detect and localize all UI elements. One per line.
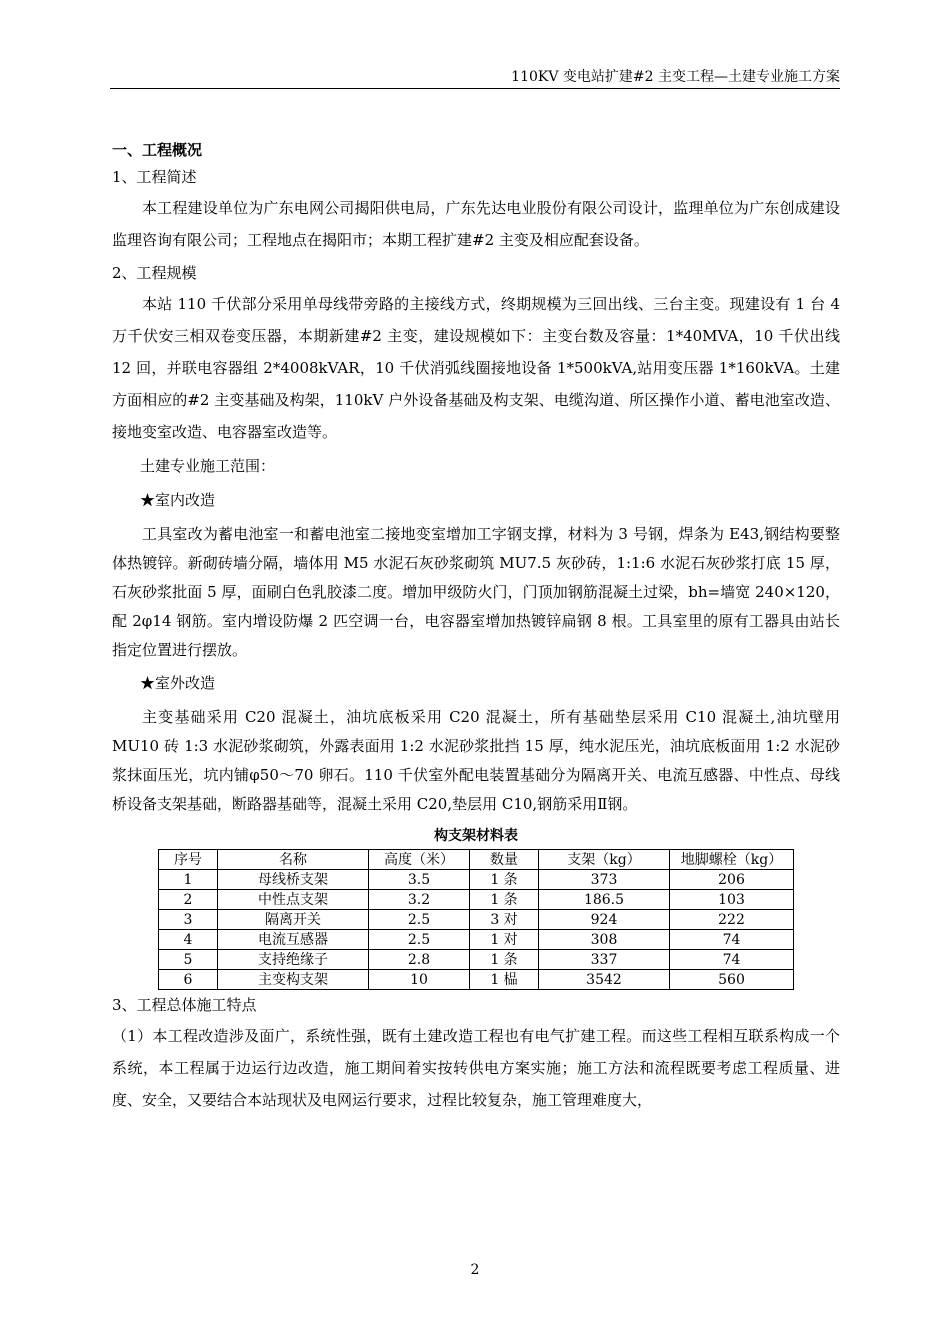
scale-paragraph: 本站 110 千伏部分采用单母线带旁路的主接线方式，终期规模为三回出线、三台主变。现建设有 1 台 4 万千伏安三相双卷变压器，本期新建#2 主变，建设规模如下：主变台数及容量：1*40MVA，10 千伏出线 12 回，并联电容器组 2*4008kVAR，10 千伏消弧线圈接地设备 1*500kVA,站用变压器 1*160kVA。土建方面相应的#2 主变基础及构架，110kV 户外设备基础及构支架、电缆沟道、所区操作小道、蓄电池室改造、接地变室改造、电容器室改造等。 [112, 295, 840, 441]
subsection-heading-overview: 1、工程简述 [112, 168, 197, 186]
table-cell: 4 [159, 930, 218, 950]
table-cell: 74 [670, 950, 794, 970]
page-number: 2 [470, 1262, 480, 1278]
subsection-heading-features: 3、工程总体施工特点 [112, 996, 257, 1014]
table-cell: 2.5 [369, 930, 470, 950]
table-cell: 10 [369, 970, 470, 990]
indoor-paragraph: 工具室改为蓄电池室一和蓄电池室二接地变室增加工字钢支撑，材料为 3 号钢，焊条为 E43,钢结构要整体热镀锌。新砌砖墙分隔，墙体用 M5 水泥石灰砂浆砌筑 MU7.5 灰砂砖，1:1:6 水泥石灰砂浆打底 15 厚，石灰砂浆批面 5 厚，面刷白色乳胶漆二度。增加甲级防火门，门顶加钢筋混凝土过梁，bh=墙宽 240×120，配 2φ14 钢筋。室内增设防爆 2 匹空调一台，电容器室增加热镀锌扁钢 8 根。工具室里的原有工器具由站长指定位置进行摆放。 [112, 525, 840, 659]
outdoor-label: ★室外改造 [140, 674, 216, 692]
table-cell: 560 [670, 970, 794, 990]
table-cell: 2 [159, 890, 218, 910]
section-heading: 一、工程概况 [112, 141, 203, 159]
outdoor-paragraph: 主变基础采用 C20 混凝土，油坑底板采用 C20 混凝土，所有基础垫层采用 C10 混凝土,油坑壁用 MU10 砖 1:3 水泥砂浆砌筑，外露表面用 1:2 水泥砂浆批挡 15 厚，纯水泥压光，油坑底板面用 1:2 水泥砂浆抹面压光，坑内铺φ50～70 卵石。110 千伏室外配电装置基础分为隔离开关、电流互感器、中性点、母线桥设备支架基础，断路器基础等，混凝土采用 C20,垫层用 C10,钢筋采用Ⅱ钢。 [112, 708, 840, 813]
scope-label: 土建专业施工范围： [140, 457, 276, 475]
table-cell: 2.5 [369, 910, 470, 930]
table-row [159, 950, 794, 970]
header-cell: 高度（米） [369, 850, 470, 870]
table-header-row [159, 850, 794, 870]
document-body [112, 138, 840, 1120]
table-cell: 1 [159, 870, 218, 890]
overview-paragraph: 本工程建设单位为广东电网公司揭阳供电局，广东先达电业股份有限公司设计，监理单位为广东创成建设监理咨询有限公司；工程地点在揭阳市；本期工程扩建#2 主变及相应配套设备。 [112, 199, 840, 249]
table-row [159, 930, 794, 950]
table-cell: 电流互感器 [218, 930, 369, 950]
table-cell: 3.2 [369, 890, 470, 910]
table-cell: 308 [539, 930, 670, 950]
header-cell: 支架（kg） [539, 850, 670, 870]
table-cell: 3 对 [470, 910, 539, 930]
table-row [159, 890, 794, 910]
table-title: 构支架材料表 [434, 828, 518, 844]
header-cell: 数量 [470, 850, 539, 870]
table-cell: 206 [670, 870, 794, 890]
header-cell: 地脚螺栓（kg） [670, 850, 794, 870]
table-cell: 3542 [539, 970, 670, 990]
table-cell: 337 [539, 950, 670, 970]
table-cell: 74 [670, 930, 794, 950]
table-cell: 186.5 [539, 890, 670, 910]
table-cell: 5 [159, 950, 218, 970]
table-row [159, 970, 794, 990]
features-paragraph: （1）本工程改造涉及面广，系统性强，既有土建改造工程也有电气扩建工程。而这些工程相互联系构成一个系统，本工程属于边运行边改造，施工期间着实按转供电方案实施；施工方法和流程既要考虑工程质量、进度、安全，又要结合本站现状及电网运行要求，过程比较复杂，施工管理难度大， [112, 1027, 840, 1109]
table-cell: 222 [670, 910, 794, 930]
table-cell: 1 条 [470, 870, 539, 890]
subsection-heading-scale: 2、工程规模 [112, 264, 197, 282]
table-cell: 3.5 [369, 870, 470, 890]
table-cell: 母线桥支架 [218, 870, 369, 890]
table-cell: 隔离开关 [218, 910, 369, 930]
table-cell: 103 [670, 890, 794, 910]
table-cell: 1 对 [470, 930, 539, 950]
table-cell: 2.8 [369, 950, 470, 970]
table-row [159, 870, 794, 890]
indoor-label: ★室内改造 [140, 491, 216, 509]
table-cell: 1 榀 [470, 970, 539, 990]
table-cell: 6 [159, 970, 218, 990]
table-row [159, 910, 794, 930]
table-cell: 924 [539, 910, 670, 930]
table-cell: 1 条 [470, 890, 539, 910]
materials-table [158, 849, 794, 990]
table-cell: 1 条 [470, 950, 539, 970]
table-cell: 3 [159, 910, 218, 930]
table-cell: 中性点支架 [218, 890, 369, 910]
header-cell: 名称 [218, 850, 369, 870]
header-divider [110, 88, 840, 89]
table-cell: 支持绝缘子 [218, 950, 369, 970]
table-cell: 373 [539, 870, 670, 890]
page-header: 110KV 变电站扩建#2 主变工程—土建专业施工方案 [511, 69, 840, 85]
header-cell: 序号 [159, 850, 218, 870]
table-cell: 主变构支架 [218, 970, 369, 990]
